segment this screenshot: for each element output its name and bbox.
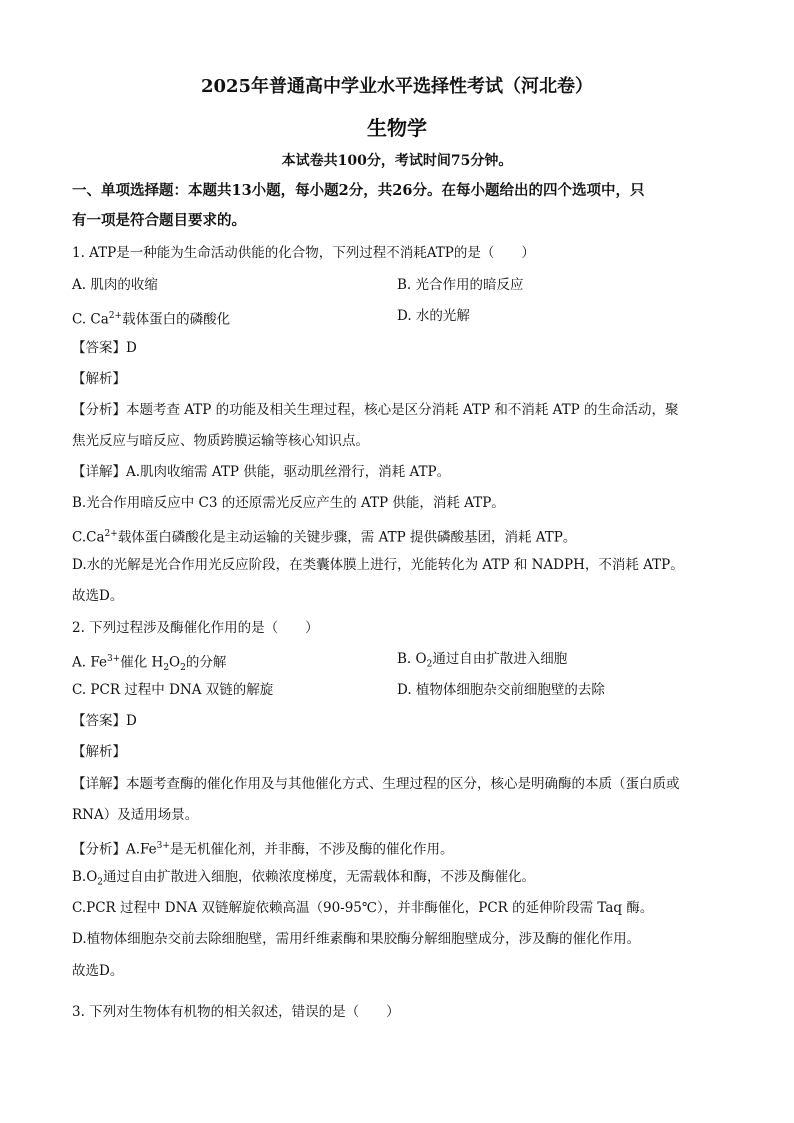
q2-option-d: D. 植物体细胞杂交前细胞壁的去除 <box>397 682 605 698</box>
q2-analysis-a-pre: 【分析】A.Fe <box>72 841 157 858</box>
q2-answer: 【答案】D <box>72 713 137 729</box>
q2-option-b <box>397 650 567 674</box>
q1-detail-c-sup: 2+ <box>104 529 118 539</box>
q1-option-c-pre: C. Ca <box>72 311 109 328</box>
q1-analysis-label: 【解析】 <box>72 371 126 387</box>
q2-analysis-b <box>72 868 535 892</box>
q1-analysis-line1: 【分析】本题考查 ATP 的功能及相关生理过程，核心是区分消耗 ATP 和不消耗 ATP 的生命活动，聚 <box>72 402 679 418</box>
q2-option-a-post: 的分解 <box>185 654 227 671</box>
exam-title: 2025年普通高中学业水平选择性考试（河北卷） <box>200 76 594 97</box>
q2-option-b-post: 通过自由扩散进入细胞 <box>432 651 568 667</box>
q1-option-d: D. 水的光解 <box>397 308 470 324</box>
q1-detail-a: 【详解】A.肌肉收缩需 ATP 供能，驱动肌丝滑行，消耗 ATP。 <box>72 464 451 480</box>
q2-analysis-d: D.植物体细胞杂交前去除细胞壁，需用纤维素酶和果胶酶分解细胞壁成分，涉及酶的催化作用。 <box>72 931 641 947</box>
q1-option-b: B. 光合作用的暗反应 <box>397 277 524 293</box>
q2-option-c: C. PCR 过程中 DNA 双链的解旋 <box>72 682 274 698</box>
q2-analysis-label: 【解析】 <box>72 744 126 760</box>
q2-option-a-sub1: 2 <box>163 663 170 674</box>
section-heading-line2: 有一项是符合题目要求的。 <box>72 212 246 229</box>
q2-option-b-sub: 2 <box>426 659 433 670</box>
q2-analysis-a-post: 是无机催化剂，并非酶，不涉及酶的催化作用。 <box>169 841 454 858</box>
q1-detail-c-pre: C.Ca <box>72 529 105 546</box>
q2-option-a-o: O <box>169 654 181 671</box>
q2-analysis-a-sup: 3+ <box>156 841 170 851</box>
q1-option-a: A. 肌肉的收缩 <box>72 277 158 293</box>
q2-option-b-pre: B. O <box>397 651 427 667</box>
q2-analysis-c: C.PCR 过程中 DNA 双链解旋依赖高温（90-95℃），并非酶催化，PCR 的延伸阶段需 Taq 酶。 <box>72 900 654 916</box>
q1-option-c <box>72 307 230 329</box>
q2-analysis-b-sub: 2 <box>97 877 104 888</box>
q2-option-a-sup: 3+ <box>106 654 121 664</box>
q1-detail-c <box>72 525 576 547</box>
q2-analysis-b-post: 通过自由扩散进入细胞，依赖浓度梯度，无需载体和酶，不涉及酶催化。 <box>103 869 536 885</box>
q2-analysis-b-pre: B.O <box>72 869 98 885</box>
q2-option-a-mid: 催化 H <box>120 654 164 671</box>
q1-option-c-sup: 2+ <box>108 311 123 321</box>
q2-conclusion: 故选D。 <box>72 963 124 979</box>
q2-option-a-pre: A. Fe <box>72 654 107 671</box>
q2-stem: 2. 下列过程涉及酶催化作用的是（ ） <box>72 620 319 636</box>
q1-answer: 【答案】D <box>72 340 137 356</box>
exam-info: 本试卷共100分，考试时间75分钟。 <box>281 153 513 169</box>
q1-detail-b: B.光合作用暗反应中 C3 的还原需光反应产生的 ATP 供能，消耗 ATP。 <box>72 495 505 511</box>
q1-option-c-post: 载体蛋白的磷酸化 <box>122 311 231 328</box>
q1-conclusion: 故选D。 <box>72 588 124 604</box>
q1-stem: 1. ATP是一种能为生命活动供能的化合物，下列过程不消耗ATP的是（ ） <box>72 245 535 261</box>
q3-stem: 3. 下列对生物体有机物的相关叙述，错误的是（ ） <box>72 1004 400 1020</box>
q1-detail-d: D.水的光解是光合作用光反应阶段，在类囊体膜上进行，光能转化为 ATP 和 NADPH，不消耗 ATP。 <box>72 557 684 573</box>
q2-detail-line2: RNA）及适用场景。 <box>72 807 199 823</box>
q2-analysis-a <box>72 837 453 859</box>
q2-detail-line1: 【详解】本题考查酶的催化作用及与其他催化方式、生理过程的区分，核心是明确酶的本质（蛋白质或 <box>72 776 680 792</box>
q1-analysis-line2: 焦光反应与暗反应、物质跨膜运输等核心知识点。 <box>72 433 369 449</box>
q1-detail-c-post: 载体蛋白磷酸化是主动运输的关键步骤，需 ATP 提供磷酸基团，消耗 ATP。 <box>117 529 577 546</box>
q2-option-a-sub2: 2 <box>180 663 186 674</box>
q2-option-a <box>72 650 226 677</box>
section-heading-line1: 一、单项选择题：本题共13小题，每小题2分，共26分。在每小题给出的四个选项中，只 <box>72 182 645 199</box>
subject-title: 生物学 <box>367 116 427 140</box>
